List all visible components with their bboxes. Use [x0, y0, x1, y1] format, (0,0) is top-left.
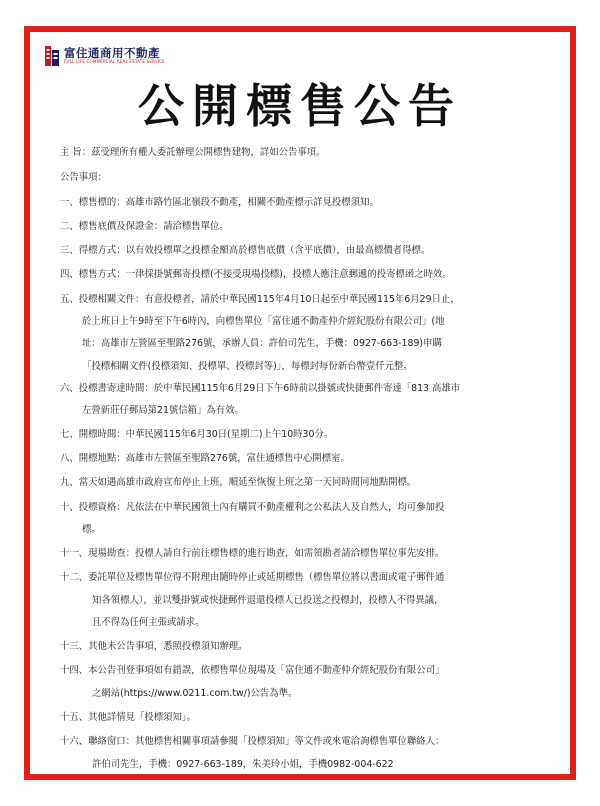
announcement-line: 十一、現場勘查：投標人請自行前往標售標的進行勘查，如需領勘者請洽標售單位事先安排。	[60, 548, 445, 559]
announcement-line: 六、投標書寄達時間：於中華民國115年6月29日下午6時前以掛號或快捷郵件寄達「813 高雄市	[60, 383, 461, 394]
announcement-line: 址：高雄市左營區至聖路276號，承辦人員：許伯司先生，手機：0927-663-189)申購	[82, 338, 442, 349]
building-logo-icon	[44, 44, 61, 68]
announcement-line: 八、開標地點：高雄市左營區至聖路276號，富住通標售中心開標室。	[60, 453, 350, 464]
announcement-line: 十六、聯絡窗口：其他標售相關事項請參閱「投標須知」等文件或來電洽詢標售單位聯絡人：	[60, 736, 445, 747]
announcement-line: 許伯司先生，手機：0927-663-189，朱美玲小姐，手機0982-004-622	[92, 759, 394, 770]
announcement-line: 主 旨：茲受理所有權人委託辦理公開標售建物，詳如公告事項。	[60, 147, 326, 158]
announcement-line: 二、標售底價及保證金：請洽標售單位。	[60, 221, 229, 232]
page-title: 公開標售公告	[138, 79, 462, 133]
announcement-line: 於上班日上午9時至下午6時內，向標售單位「富住通不動產仲介經紀股份有限公司」(地	[82, 316, 445, 327]
logo-name: 富住通商用不動產	[64, 46, 160, 60]
announcement-line: 七、開標時間：中華民國115年6月30日(星期二)上午10時30分。	[60, 429, 334, 440]
announcement-line: 十二、委託單位及標售單位得不附理由隨時停止或延期標售（標售單位將以書面或電子郵件通	[60, 572, 445, 583]
announcement-line: 十四、本公告刊登事項如有錯誤，依標售單位現場及「富住通不動產仲介經紀股份有限公司」	[60, 665, 445, 676]
announcement-line: 十五、其他詳情見「投標須知」。	[60, 712, 196, 723]
announcement-line: 一、標售標的：高雄市路竹區北嶺段不動產，相關不動產標示詳見投標須知。	[60, 197, 379, 208]
announcement-line: 且不得為任何主張或請求。	[92, 617, 205, 628]
company-logo	[44, 44, 165, 68]
announcement-line: 三、得標方式：以有效投標單之投標金額高於標售底價（含平底價），由最高標價者得標。	[60, 245, 431, 256]
announcement-line: 十三、其他未公告事項，悉照投標須知辦理。	[60, 641, 248, 652]
announcement-line: 「投標相關文件(投標須知、投標單、投標封等)」，每標封每份新台幣壹仟元整。	[82, 361, 413, 372]
announcement-line: 左營新莊仔郵局第21號信箱」為有效。	[82, 405, 244, 416]
announcement-line: 五、投標相關文件：有意投標者，請於中華民國115年4月10日起至中華民國115年6月29日止，	[60, 294, 460, 305]
announcement-line: 四、標售方式：一律採掛號郵寄投標(不接受現場投標)，投標人應注意郵遞的投寄標函之時效。	[60, 269, 452, 280]
logo-subtitle: FULL LIFE COMMERCIAL REAL ESTATE SERVICE	[64, 59, 165, 64]
announcement-line: 九、當天如遇高雄市政府宣布停止上班，順延至恢復上班之第一天同時間同地點開標。	[60, 477, 417, 488]
announcement-line: 十、投標資格：凡依法在中華民國領土內有購買不動產權利之公私法人及自然人，均可參加投	[60, 502, 445, 513]
announcement-line: 知各領標人），並以雙掛號或快捷郵件退還投標人已投送之投標封，投標人不得異議，	[92, 595, 444, 606]
announcement-line: 之網站(https://www.0211.com.tw/)公告為準。	[92, 688, 298, 699]
announcement-line: 標。	[82, 524, 101, 535]
announcement-line: 公告事項：	[60, 172, 107, 183]
